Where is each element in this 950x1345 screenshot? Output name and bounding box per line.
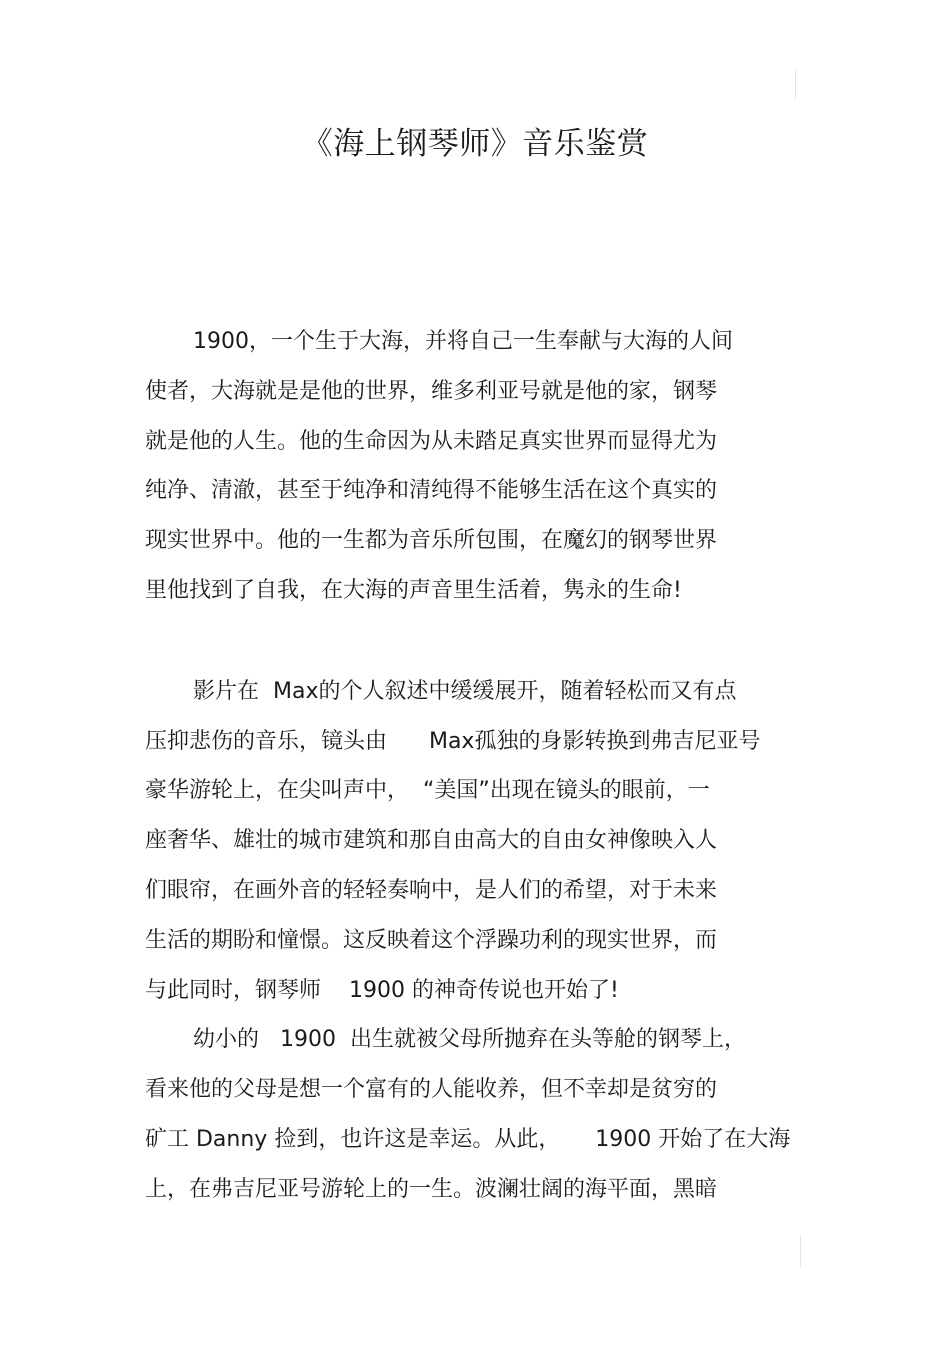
- page-corner-mark-top: [795, 70, 796, 100]
- text-line: 里他找到了自我，在大海的声音里生活着，隽永的生命!: [145, 578, 682, 603]
- text-line: 幼小的 1900 出生就被父母所抛弃在头等舱的钢琴上，: [193, 1027, 746, 1052]
- text-line: 纯净、清澈，甚至于纯净和清纯得不能够生活在这个真实的: [145, 478, 718, 503]
- text-line: 豪华游轮上，在尖叫声中， “美国”出现在镜头的眼前，一: [145, 778, 710, 803]
- text-line: 上，在弗吉尼亚号游轮上的一生。波澜壮阔的海平面，黑暗: [145, 1177, 718, 1202]
- text-line: 压抑悲伤的音乐，镜头由 Max孤独的身影转换到弗吉尼亚号: [145, 729, 761, 754]
- text-line: 们眼帘，在画外音的轻轻奏响中，是人们的希望，对于未来: [145, 878, 718, 903]
- text-line: 就是他的人生。他的生命因为从未踏足真实世界而显得尤为: [145, 429, 718, 454]
- text-line: 矿工 Danny 捡到，也许这是幸运。从此， 1900 开始了在大海: [145, 1127, 791, 1152]
- text-line: 生活的期盼和憧憬。这反映着这个浮躁功利的现实世界，而: [145, 928, 718, 953]
- text-line: 1900，一个生于大海，并将自己一生奉献与大海的人间: [193, 329, 733, 354]
- page-title: 《海上钢琴师》音乐鉴赏: [301, 126, 649, 162]
- text-line: 使者，大海就是是他的世界，维多利亚号就是他的家，钢琴: [145, 379, 718, 404]
- text-line: 看来他的父母是想一个富有的人能收养，但不幸却是贫穷的: [145, 1077, 718, 1102]
- page-corner-mark-bottom: [800, 1235, 801, 1267]
- text-line: 与此同时，钢琴师 1900 的神奇传说也开始了!: [145, 978, 619, 1003]
- text-line: 影片在 Max的个人叙述中缓缓展开，随着轻松而又有点: [193, 679, 737, 704]
- text-line: 座奢华、雄壮的城市建筑和那自由高大的自由女神像映入人: [145, 828, 718, 853]
- text-line: 现实世界中。他的一生都为音乐所包围，在魔幻的钢琴世界: [145, 528, 718, 553]
